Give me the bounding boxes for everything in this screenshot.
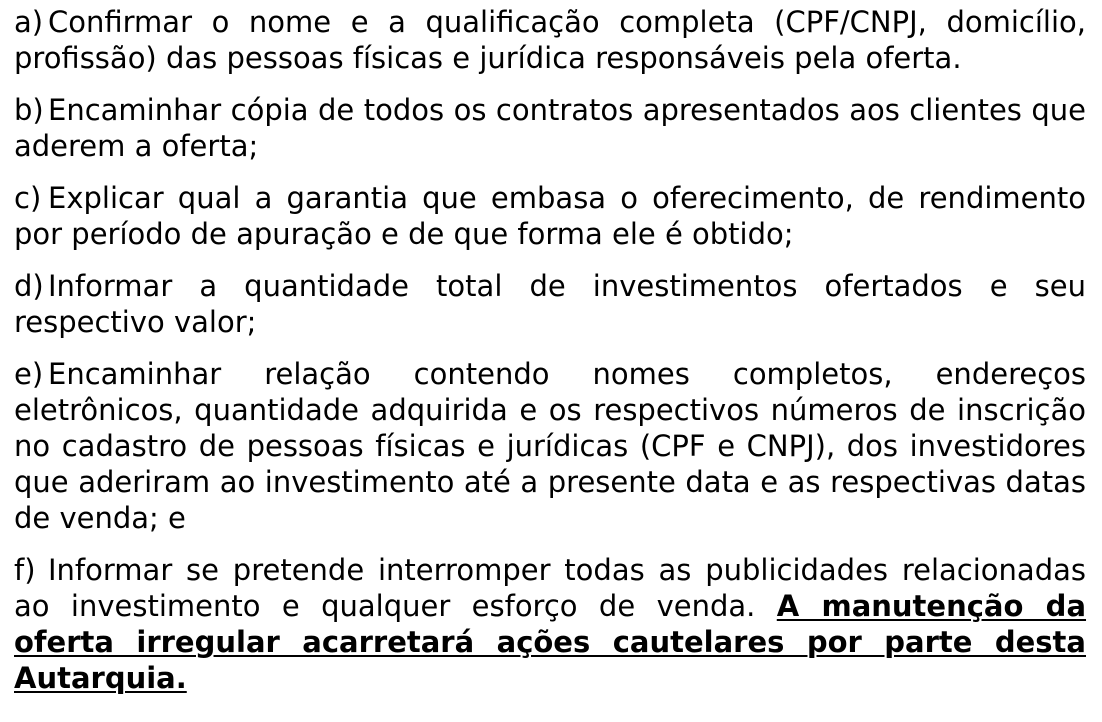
item-text: Confirmar o nome e a qualificação completa (CPF/CNPJ, domicílio, profissão) das pessoas físicas e jurídica responsáveis pela oferta. [14,5,1086,75]
item-text: Informar se pretende interromper todas as publicidades relacionadas ao investimento e qualquer esforço de venda. [14,553,1086,623]
item-marker: f) [14,553,36,587]
item-marker: d) [14,269,44,303]
list-item-b [14,92,1086,164]
list-item-d [14,268,1086,340]
item-marker: e) [14,357,44,391]
item-marker: c) [14,181,42,215]
item-text: Informar a quantidade total de investimentos ofertados e seu respectivo valor; [14,269,1086,339]
list-item-c [14,180,1086,252]
list-item-e [14,356,1086,536]
list-item-a [14,4,1086,76]
item-marker: b) [14,93,44,127]
list-item-f [14,552,1086,696]
emphasis-warning: A manutenção da oferta irregular acarretará ações cautelares por parte desta Autarquia. [14,589,1087,695]
item-text: Encaminhar relação contendo nomes completos, endereços eletrônicos, quantidade adquirida e os respectivos números de inscrição no cadastro de pessoas físicas e jurídicas (CPF e CNPJ), dos investidores que aderiram ao investimento até a presente data e as respectivas datas de venda; e [14,357,1086,535]
item-marker: a) [14,5,44,39]
item-text: Encaminhar cópia de todos os contratos apresentados aos clientes que aderem a oferta; [14,93,1086,163]
item-text: Explicar qual a garantia que embasa o oferecimento, de rendimento por período de apuração e de que forma ele é obtido; [14,181,1086,251]
